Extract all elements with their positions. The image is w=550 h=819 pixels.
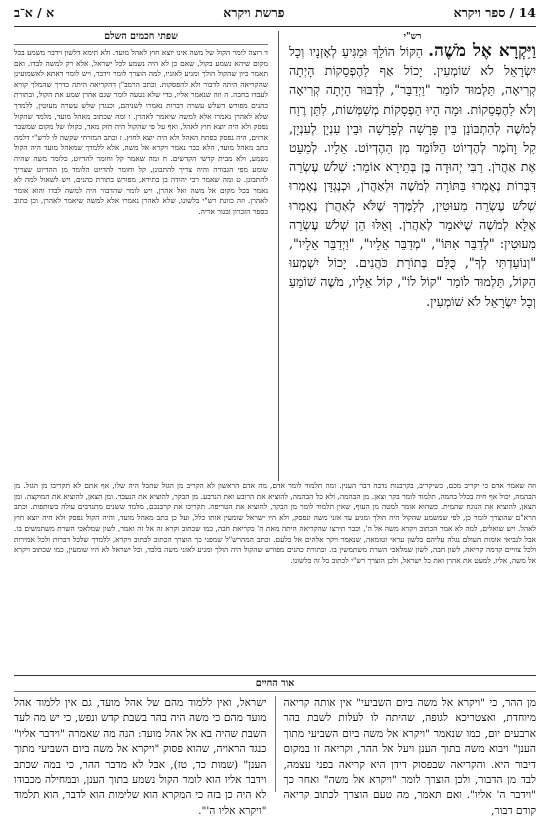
main-columns <box>14 31 536 481</box>
rashi-label: רש"י <box>403 32 422 42</box>
verse-and-rashi-column <box>278 31 536 481</box>
commentary-title: שפתי חכמים השלם <box>14 31 268 45</box>
running-header <box>14 0 536 27</box>
or-hachaim-title: אור החיים <box>14 675 536 692</box>
opening-words: וַיִּקְרָא אֶל מֹשֶׁה. <box>428 41 536 61</box>
header-parsha-title: פרשת ויקרא <box>223 5 285 20</box>
commentary-text: ד רוצה לומר הקול של משה אינו יוצא חוץ לאהל מועד. ולא תימא דלשון וידבר משמע בכל מקום שיהא נשמע בקול, שאם כן לא היה נשמע לכל ישראל, אלא רק למשה לבדו. ואם תאמר כיון שהקול הולך ומגיע לאזניו, למה הוצרך לומר וידבר, ויש לומר דאתא לאשמועינן שהקריאה היתה לדבור ולא להפסקות. וכתב הרמב"ן דהקריאה היתה כדרך שהמלך קורא לעבדו בחבה. ה וזה שנאמר אליו, כדי שלא נטעה לומר שגם אהרן שמע את הקול, ובתורת כהנים מפורש דשלש עשרה דברות נאמרו לשניהם, וכנגדן שלש עשרה מעוטין, ללמדך שלא לאהרן נאמרו אלא למשה שיאמר לאהרן. ו ומה שכתוב מאהל מועד, מלמד שהקול נפסק ולא היה יוצא חוץ לאהל, ואף על פי שהקול היה חזק מאד, כקולו של מקום שמשבר ארזים, היה נפסק בפתח האהל ולא היה יוצא לחוץ. ז וכתב המזרחי שקשה לו לרש"י דלמה כתב מאהל מועד, הלא כבר נאמר ויקרא אל משה, אלא ללמדך שמאהל מועד היה הקול נשמע, ולא מבית קדשי הקדשים. ח ומה שאמר קל וחומר להדיוט, כלומר משה שהיה שומע מפי הגבורה והיה צריך להתבונן, קל וחומר להדיוט הלומד מן ההדיוט שצריך להתבונן. ט ומה שאמר רבי יהודה בן בתירא, מפורש בתורת כהנים, ויש לשאול למה לא נאמר בכל מקום אל משה ואל אהרן, ויש לומר שהדבור היה למשה לבדו והוא אומר לאהרן. וזה כוונת רש"י בלשונו, שלא לאהרן נאמרו אלא למשה שיאמר לאהרן, וכן כתוב בספר הזכרון ובגור אריה. <box>14 48 268 216</box>
commentary-column <box>14 31 278 481</box>
or-hachaim-right-column: מן ההר, כי "ויקרא אל משה ביום השביעי" אין אותה קריאה מיוחדת, ואצטריכא לגופה, שהיתה לו לעלות לשבת בהר ארבעים יום, כמו שנאמר "ויקרא אל משה ביום השביעי מתוך הענן" ויבוא משה בתוך הענן ויעל אל ההר, וקריאה זו במקום דיבור היא. והקריאה שבפסוק דידן היא קריאה בפני עצמה, לבד מן הדבור, ולכן הוצרך לומר "ויקרא אל משה" ואחר כך "וידבר ה' אליו". ואם תאמר, מה טעם הוצרך לכתוב קריאה קודם דבור, <box>275 696 537 792</box>
rashi-body: הַקּוֹל הוֹלֵךְ וּמַגִּיעַ לְאָזְנָיו וְכָל יִשְׂרָאֵל לֹא שׁוֹמְעִין. יָכוֹל אַף לַהֶפְסֵקוֹת הָיְתָה קְרִיאָה, תַּלְמוּד לוֹמַר "וַיְדַבֵּר", לְדִבּוּר הָיְתָה קְרִיאָה וְלֹא לַהֶפְסֵקוֹת. וּמָה הָיוּ הַפְסָקוֹת מְשַׁמְּשׁוֹת, לִתֵּן רֶוַח לְמֹשֶׁה לְהִתְבּוֹנֵן בֵּין פָּרָשָׁה לְפָרָשָׁה וּבֵין עִנְיָן לְעִנְיָן, קַל וָחֹמֶר לְהֶדְיוֹט הַלּוֹמֵד מִן הַהֶדְיוֹט. אֵלָיו. לְמַעֵט אֶת אַהֲרֹן. רַבִּי יְהוּדָה בֶּן בְּתֵירָא אוֹמֵר: שְׁלֹשׁ עֶשְׂרֵה דִּבְּרוֹת נֶאֶמְרוּ בַּתּוֹרָה לְמֹשֶׁה וּלְאַהֲרֹן, וּכְנֶגְדָּן נֶאֶמְרוּ שְׁלֹשׁ עֶשְׂרֵה מִעוּטִין, לְלַמֶּדְךָ שֶׁלֹּא לְאַהֲרֹן נֶאֶמְרוּ אֶלָּא לְמֹשֶׁה שֶׁיֹּאמַר לְאַהֲרֹן. וְאֵלּוּ הֵן שְׁלֹשׁ עֶשְׂרֵה מִעוּטִין: "לְדַבֵּר אִתּוֹ", "מְדַבֵּר אֵלָיו", "וַיְדַבֵּר אֵלָיו", "וְנוֹעַדְתִּי לְךָ", כֻּלָּם בְּתוֹרַת כֹּהֲנִים. יָכוֹל יִשְׁמְעוּ הַקּוֹל, תַּלְמוּד לוֹמַר "קוֹל לוֹ", קוֹל אֵלָיו, מֹשֶׁה שׁוֹמֵעַ וְכָל יִשְׂרָאֵל לֹא שׁוֹמְעִין. <box>289 44 536 309</box>
or-hachaim-columns <box>14 696 536 817</box>
rashi-text <box>289 42 536 311</box>
or-hachaim-left-column: ישראל, ואין ללמוד מהם של אהל מועד, גם אין ללמוד אהל מועד מהם כי משה היה בהר בשבת קדש ונפש, כי יש מה לעד השבת שהיה בא אל אהל מועד: הנה מה שאמרה "וידבר אליו" כנגד הראויה, שהוא פסוק "ויקרא אל משה ביום השביעי מתוך הענן" (שמות כד, טז), אבל לא מדבר ההר, כי במה שכתב וידבר אליו הוא לומר הקול נשמע בתוך הענן, ובמחילה מכבודו לא היה כן בזה כי המקרא הוא שלימות הוא לדבר, הוא תלמוד "ויקרא אליו ה'". <box>14 697 267 817</box>
book-name: ספר ויקרא <box>453 5 506 20</box>
commentary-continuation: וזה שאמר אדם כי יקריב מכם, כשיקריב, בקרבנות נדבה דבר הענין. ומה תלמוד לומר אדם, מה אדם הראשון לא הקריב מן הגזל שהכל היה שלו, אף אתם לא תקריבו מן הגזל. מן הבהמה, יכול אף חיה בכלל בהמה, תלמוד לומר בקר וצאן. מן הבהמה, ולא כל הבהמה, להוציא את הרובע ואת הנרבע. מן הבקר, להוציא את הנעבד. ומן הצאן, להוציא את המוקצה. ומן הצאן, להוציא את הנוגח שהמית. כשהוא אומר למטה מן העוף, שאין תלמוד לומר מן הבקר, להוציא את הטריפה. תקריבו את קרבנכם, מלמד ששנים מתנדבים עולה בשותפות. וכתב הרא"ם שהוצרך לומר כן, לפי שמשמע שהקול היה הולך ומגיע עד אזני משה ונפסק, ולא היו ישראל שומעין אותו כלל, ועל כן כתב מאהל מועד, והיה הקול נפסק ולא היה יוצא חוץ לאהל. ויש שואלים, למה לא אמר הכתוב ויקרא משה אל ה', וכבר תירצו שהקריאה היתה מאת ה' כקריאת חבה, כמו שכתוב וקרא זה אל זה ואמר, לשון שמלאכי השרת משתמשים בו. אבל לנביאי אומות העולם נגלה עליהם בלשון עראי וטומאה, שנאמר ויקר אלהים אל בלעם. וכתב המהרש"ל שמפני כך הוצרך הכתוב לכתוב ויקרא, ללמדך שלכל דברות ולכל אמירות ולכל צוויים קדמה קריאה, לשון חבה, לשון שמלאכי השרת משתמשין בו. ובתורת כהנים מפורש שהקול היה הולך ומגיע לאזני משה בלבד, וכל ישראל לא היו שומעין, כמו שכתוב ויקרא אל משה, אליו, למעט את אהרן ואת כל ישראל, ולכן הוצרך רש"י לכתוב כל זה בלשונו. <box>14 481 536 565</box>
header-verse-reference: א / א־ב <box>14 5 55 20</box>
page-number: 14 <box>518 5 536 20</box>
header-book-title: 14 / ספר ויקרא <box>453 5 536 20</box>
